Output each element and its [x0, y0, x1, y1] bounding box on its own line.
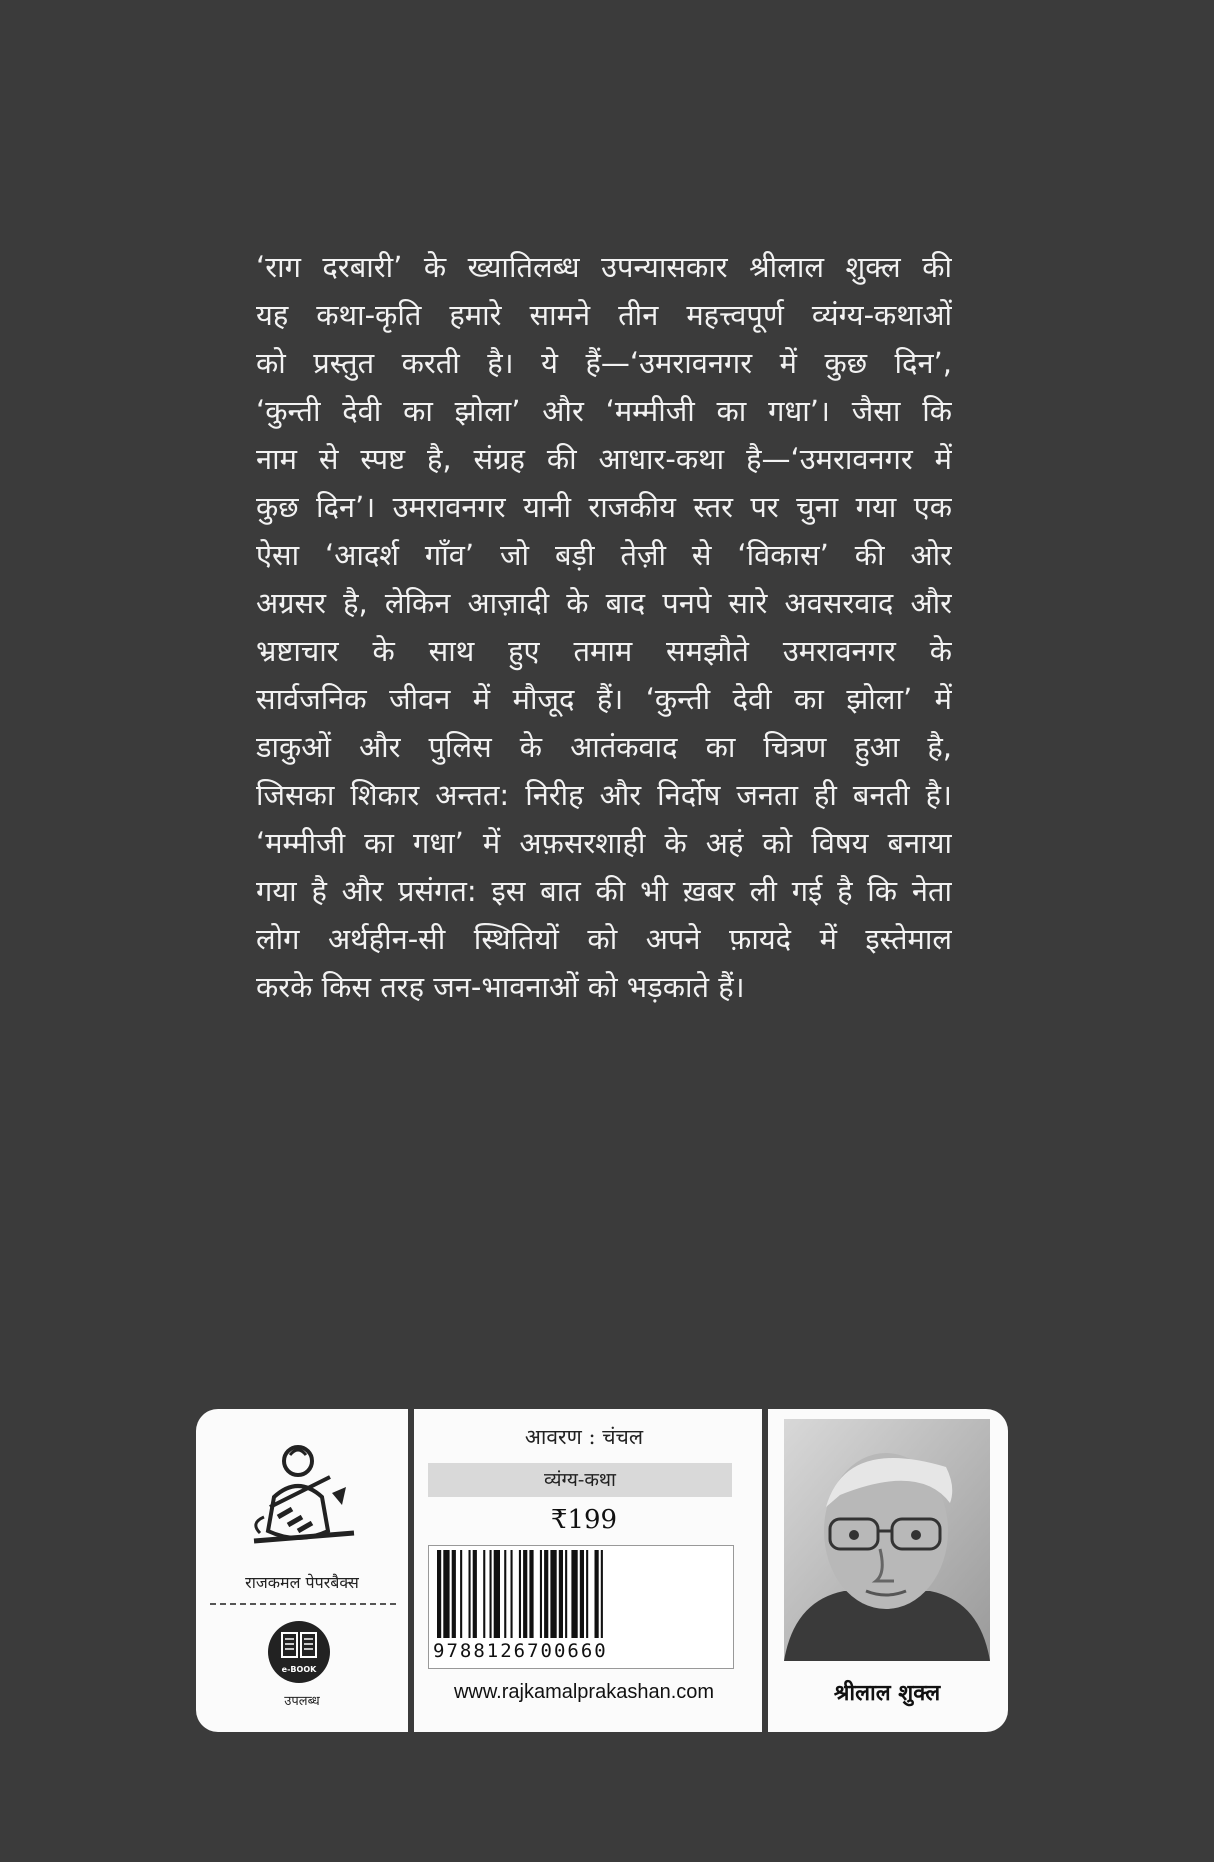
barcode-bars [433, 1550, 729, 1638]
open-book-icon [268, 1621, 330, 1665]
cover-credit: आवरण : चंचल [524, 1425, 644, 1449]
ebook-badge [268, 1621, 330, 1683]
publisher-column [196, 1409, 408, 1732]
publisher-website[interactable]: www.rajkamalprakashan.com [453, 1681, 715, 1703]
blurb-line: ‘राग दरबारी’ के ख्यातिलब्ध उपन्यासकार श्रीलाल शुक्ल की [256, 250, 952, 284]
isbn-number: 9788126700660 [433, 1640, 608, 1662]
back-cover-info-panel [196, 1409, 1008, 1732]
blurb-line: लोग अर्थहीन-सी स्थितियों को अपने फ़ायदे में इस्तेमाल [256, 922, 952, 956]
isbn-barcode [428, 1545, 734, 1669]
blurb-line: कुछ दिन’। उमरावनगर यानी राजकीय स्तर पर चुना गया एक [256, 490, 952, 524]
blurb-line: सार्वजनिक जीवन में मौजूद हैं। ‘कुन्ती देवी का झोला’ में [256, 682, 952, 716]
blurb-line: जिसका शिकार अन्तत: निरीह और निर्दोष जनता ही बनती है। [256, 778, 952, 812]
blurb-line: यह कथा-कृति हमारे सामने तीन महत्त्वपूर्ण व्यंग्य-कथाओं [256, 298, 952, 332]
blurb-line: नाम से स्पष्ट है, संग्रह की आधार-कथा है—‘उमरावनगर में [256, 442, 952, 476]
blurb-line: करके किस तरह जन-भावनाओं को भड़काते हैं। [256, 970, 745, 1004]
dashed-divider [210, 1603, 396, 1605]
author-name: श्रीलाल शुक्ल [833, 1680, 941, 1706]
column-divider [762, 1409, 768, 1732]
blurb-line: अग्रसर है, लेकिन आज़ादी के बाद पनपे सारे अवसरवाद और [256, 586, 952, 620]
blurb-line: ऐसा ‘आदर्श गाँव’ जो बड़ी तेज़ी से ‘विकास’ की ओर [256, 538, 952, 572]
ebook-available-label: उपलब्ध [284, 1694, 320, 1709]
blurb-line: ‘कुन्ती देवी का झोला’ और ‘मम्मीजी का गधा’। जैसा कि [256, 394, 952, 428]
blurb-line: गया है और प्रसंगत: इस बात की भी ख़बर ली गई है कि नेता [256, 874, 952, 908]
blurb-line: डाकुओं और पुलिस के आतंकवाद का चित्रण हुआ है, [256, 730, 952, 764]
author-photo [784, 1419, 990, 1661]
ebook-label: e-BOOK [281, 1665, 317, 1674]
blurb-line: भ्रष्टाचार के साथ हुए तमाम समझौते उमरावनगर के [256, 634, 952, 668]
genre-label: व्यंग्य-कथा [428, 1463, 732, 1497]
publisher-imprint: राजकमल पेपरबैक्स [245, 1573, 359, 1592]
book-blurb [256, 243, 952, 1011]
price: ₹199 [550, 1505, 618, 1535]
scribe-logo-icon [240, 1437, 362, 1559]
blurb-line: को प्रस्तुत करती है। ये हैं—‘उमरावनगर में कुछ दिन’, [256, 346, 952, 380]
barcode-column [414, 1409, 754, 1732]
blurb-line: ‘मम्मीजी का गधा’ में अफ़सरशाही के अहं को विषय बनाया [256, 826, 952, 860]
author-column [774, 1409, 1008, 1732]
